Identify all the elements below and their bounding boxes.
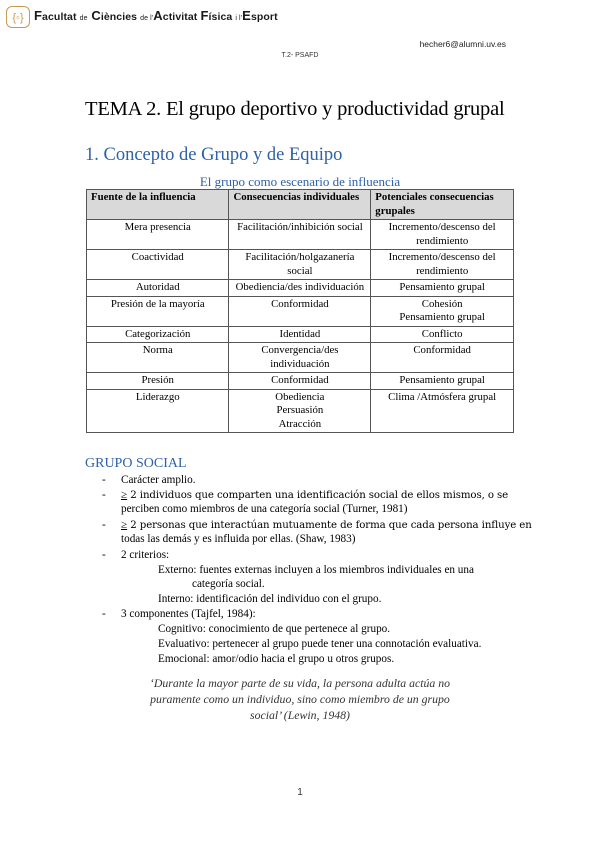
criterion-interno: Interno: identificación del individuo con el grupo. — [158, 593, 382, 605]
table-row — [87, 373, 514, 390]
table-cell: Incremento/descenso del rendimiento — [371, 220, 514, 250]
list-item: 2 criterios: — [121, 549, 170, 561]
table-cell: Conformidad — [229, 296, 371, 326]
table-cell: Facilitación/inhibición social — [229, 220, 371, 250]
table-cell: Identidad — [229, 326, 371, 343]
faculty-name — [34, 8, 278, 23]
table-cell: Obediencia/des individuación — [229, 280, 371, 297]
influence-table — [86, 189, 514, 433]
quote-line-end: social’ — [250, 708, 281, 722]
quote-citation: (Lewin, 1948) — [280, 708, 350, 722]
table-header-row — [87, 190, 514, 220]
page-number: 1 — [297, 787, 303, 798]
table-cell: Liderazgo — [87, 389, 229, 433]
logo-word: sport — [250, 11, 278, 23]
table-cell: Conflicto — [371, 326, 514, 343]
greater-equal-symbol: ≥ — [121, 489, 128, 501]
logo-word: iències — [100, 11, 141, 23]
table-row — [87, 326, 514, 343]
quote-line: puramente como un individuo, sino como miembro de un grupo — [150, 692, 450, 706]
bullet-marker: - — [102, 549, 106, 561]
subject-code: T.2- PSAFD — [281, 52, 319, 59]
table-cell: Presión de la mayoría — [87, 296, 229, 326]
logo-letter-f: F — [34, 8, 43, 23]
logo-word: i l' — [235, 15, 243, 22]
logo-letter-c: C — [87, 8, 101, 23]
quote-line — [100, 707, 500, 723]
table-row — [87, 343, 514, 373]
table-cell: Coactividad — [87, 250, 229, 280]
logo-letter-f2: F — [200, 8, 209, 23]
table-cell: Presión — [87, 373, 229, 390]
component-evaluativo: Evaluativo: pertenecer al grupo puede tener una connotación evaluativa. — [158, 638, 482, 650]
table-cell: Mera presencia — [87, 220, 229, 250]
table-cell: Pensamiento grupal — [371, 373, 514, 390]
bullet-marker: - — [102, 608, 106, 620]
logo-word: de l' — [140, 15, 154, 22]
bullet-marker: - — [102, 489, 106, 501]
list-item — [121, 518, 532, 533]
table-cell: Incremento/descenso del rendimiento — [371, 250, 514, 280]
column-header: Potenciales consecuencias grupales — [371, 190, 514, 220]
greater-equal-symbol: ≥ — [121, 519, 128, 531]
logo-word: de — [79, 15, 88, 22]
table-cell: Obediencia Persuasión Atracción — [229, 389, 371, 433]
table-cell: Conformidad — [229, 373, 371, 390]
list-item-text: 2 personas que interactúan mutuamente de forma que cada persona influye en — [127, 520, 532, 531]
list-item-continuation: todas las demás y es influida por ellas. (Shaw, 1983) — [121, 533, 356, 545]
criterion-externo-continuation: categoría social. — [192, 578, 265, 590]
list-item — [121, 488, 508, 503]
table-cell: Autoridad — [87, 280, 229, 297]
logo-word: acultat — [42, 11, 80, 23]
table-cell: Facilitación/holgazanería social — [229, 250, 371, 280]
table-row — [87, 250, 514, 280]
table-cell: Convergencia/des individuación — [229, 343, 371, 373]
column-header: Consecuencias individuales — [229, 190, 371, 220]
column-header: Fuente de la influencia — [87, 190, 229, 220]
list-item-text: 2 individuos que comparten una identificación social de ellos mismos, o se — [127, 490, 509, 501]
table-cell: Pensamiento grupal — [371, 280, 514, 297]
table-caption: El grupo como escenario de influencia — [199, 174, 401, 189]
logo-letter-e: E — [242, 8, 251, 23]
table-row — [87, 389, 514, 433]
component-emocional: Emocional: amor/odio hacia el grupo u otros grupos. — [158, 653, 395, 665]
grupo-social-heading: GRUPO SOCIAL — [85, 456, 187, 471]
bullet-marker: - — [102, 474, 106, 486]
lewin-quote — [100, 675, 500, 723]
section-heading: 1. Concepto de Grupo y de Equipo — [85, 145, 343, 165]
bullet-marker: - — [102, 519, 106, 531]
table-cell: Clima /Atmósfera grupal — [371, 389, 514, 433]
logo-word: ctivitat — [162, 11, 201, 23]
logo-word: ísica — [208, 11, 236, 23]
table-row — [87, 280, 514, 297]
criterion-externo: Externo: fuentes externas incluyen a los miembros individuales en una — [158, 564, 474, 576]
component-cognitivo: Cognitivo: conocimiento de que pertenece al grupo. — [158, 623, 391, 635]
author-email: hecher6@alumni.uv.es — [419, 39, 506, 49]
list-item: Carácter amplio. — [121, 474, 196, 486]
list-item: 3 componentes (Tajfel, 1984): — [121, 608, 256, 620]
table-row — [87, 296, 514, 326]
table-cell: Conformidad — [371, 343, 514, 373]
page-title: TEMA 2. El grupo deportivo y productividad grupal — [85, 98, 505, 120]
quote-line: ‘Durante la mayor parte de su vida, la persona adulta actúa no — [149, 676, 451, 690]
table-cell: Cohesión Pensamiento grupal — [371, 296, 514, 326]
table-cell: Categorización — [87, 326, 229, 343]
list-item-continuation: perciben como miembros de una categoría social (Turner, 1981) — [121, 503, 408, 515]
logo-letter-a: A — [153, 8, 163, 23]
faculty-logo-icon: {◦} — [6, 6, 30, 28]
table-row — [87, 220, 514, 250]
table-cell: Norma — [87, 343, 229, 373]
